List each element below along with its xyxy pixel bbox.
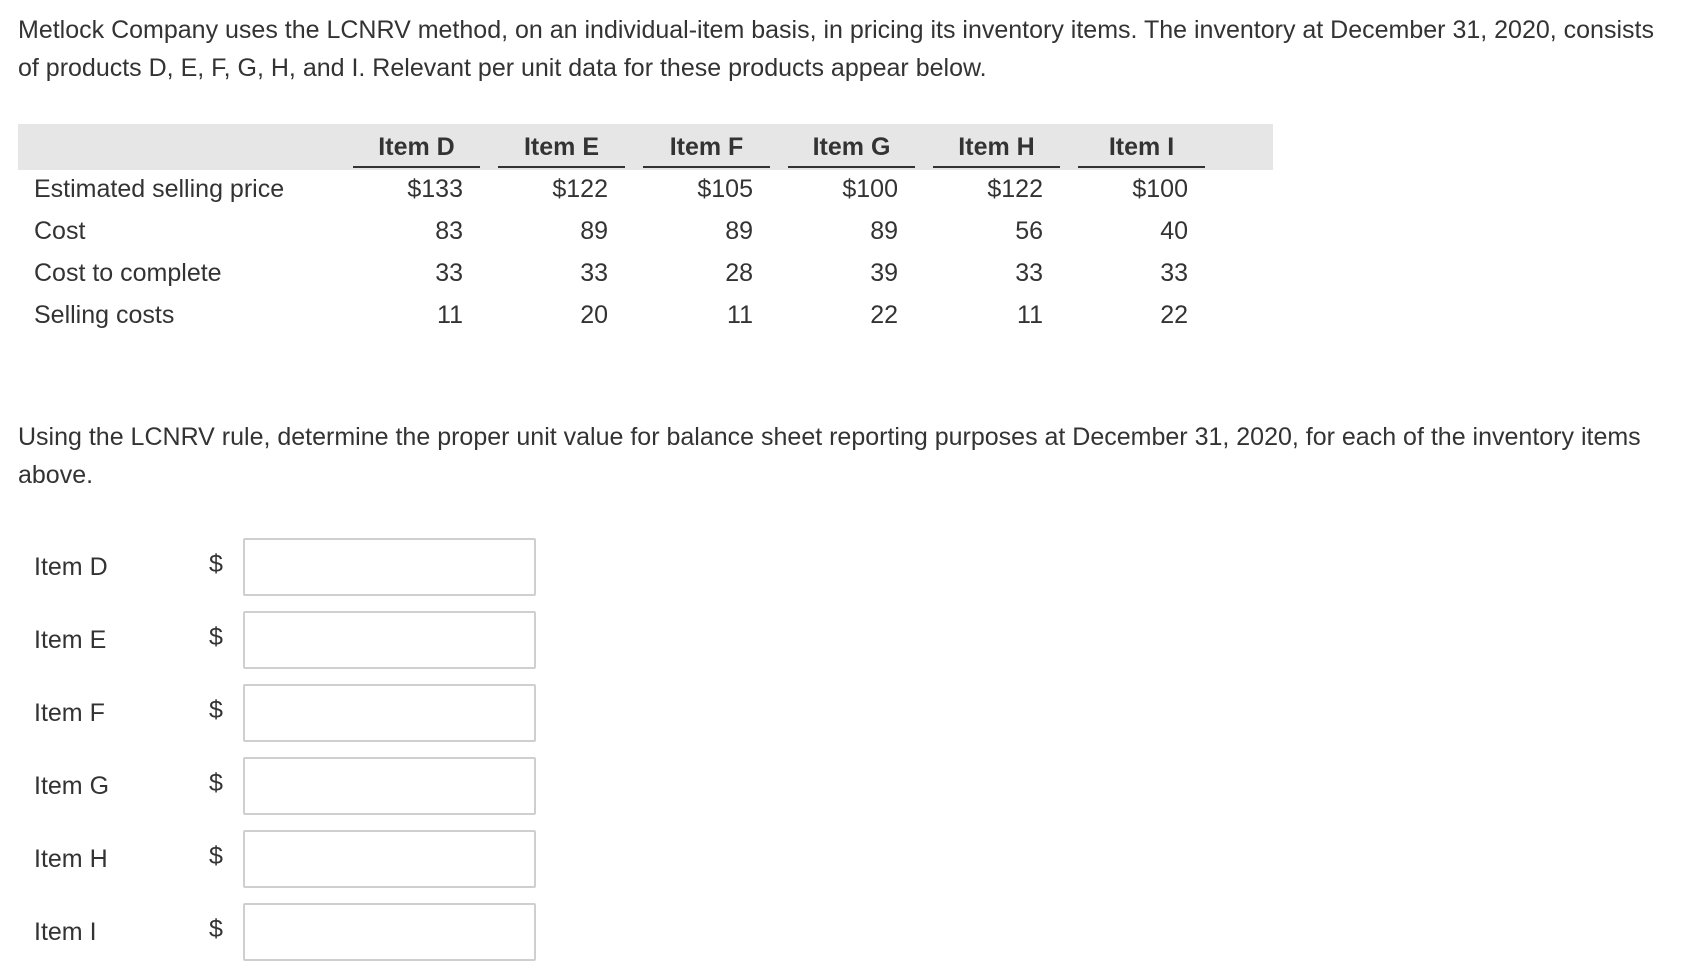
dollar-sign: $	[209, 696, 223, 724]
table-cell: $105	[697, 175, 753, 203]
table-cell: 89	[725, 217, 753, 245]
answer-row-item-h	[18, 830, 538, 888]
item-d-value-input[interactable]	[243, 538, 536, 596]
column-header-item-f: Item F	[643, 130, 770, 168]
table-cell: 33	[1160, 259, 1188, 287]
table-cell: 22	[1160, 301, 1188, 329]
answer-label: Item I	[34, 918, 97, 946]
item-e-value-input[interactable]	[243, 611, 536, 669]
table-cell: 22	[870, 301, 898, 329]
table-cell: $122	[552, 175, 608, 203]
table-cell: 40	[1160, 217, 1188, 245]
column-header-item-g: Item G	[788, 130, 915, 168]
inventory-data-table	[18, 124, 1273, 344]
table-cell: $100	[842, 175, 898, 203]
answer-row-item-d	[18, 538, 538, 596]
table-cell: 83	[435, 217, 463, 245]
dollar-sign: $	[209, 769, 223, 797]
item-i-value-input[interactable]	[243, 903, 536, 961]
dollar-sign: $	[209, 550, 223, 578]
dollar-sign: $	[209, 842, 223, 870]
row-label-selling-costs: Selling costs	[34, 301, 175, 329]
table-cell: 89	[870, 217, 898, 245]
answer-row-item-g	[18, 757, 538, 815]
column-header-item-e: Item E	[498, 130, 625, 168]
answer-row-item-e	[18, 611, 538, 669]
table-cell: 28	[725, 259, 753, 287]
answer-label: Item E	[34, 626, 107, 654]
table-cell: 33	[580, 259, 608, 287]
column-header-item-h: Item H	[933, 130, 1060, 168]
answer-label: Item H	[34, 845, 108, 873]
answer-row-item-i	[18, 903, 538, 961]
question-text: Using the LCNRV rule, determine the proper unit value for balance sheet reporting purposes at December 31, 2020, for each of the inventory items above.	[18, 423, 1641, 489]
table-cell: 89	[580, 217, 608, 245]
item-g-value-input[interactable]	[243, 757, 536, 815]
dollar-sign: $	[209, 915, 223, 943]
column-header-item-i: Item I	[1078, 130, 1205, 168]
table-cell: $122	[987, 175, 1043, 203]
item-f-value-input[interactable]	[243, 684, 536, 742]
table-cell: 33	[1015, 259, 1043, 287]
dollar-sign: $	[209, 623, 223, 651]
table-cell: 56	[1015, 217, 1043, 245]
answer-label: Item G	[34, 772, 110, 800]
table-cell: 11	[1017, 301, 1043, 329]
table-cell: $133	[407, 175, 463, 203]
item-h-value-input[interactable]	[243, 830, 536, 888]
table-cell: 11	[727, 301, 753, 329]
table-cell: 20	[580, 301, 608, 329]
answer-label: Item F	[34, 699, 105, 727]
row-label-cost-to-complete: Cost to complete	[34, 259, 222, 287]
row-label-cost: Cost	[34, 217, 86, 245]
answer-label: Item D	[34, 553, 108, 581]
row-label-estimated-selling-price: Estimated selling price	[34, 175, 285, 203]
answer-row-item-f	[18, 684, 538, 742]
table-cell: 11	[437, 301, 463, 329]
table-cell: 39	[870, 259, 898, 287]
table-cell: 33	[435, 259, 463, 287]
column-header-item-d: Item D	[353, 130, 480, 168]
table-cell: $100	[1132, 175, 1188, 203]
problem-intro-text: Metlock Company uses the LCNRV method, on an individual-item basis, in pricing its inventory items. The inventory at December 31, 2020, consists of products D, E, F, G, H, and I. Relevant per unit data for these products appear below.	[18, 16, 1654, 82]
